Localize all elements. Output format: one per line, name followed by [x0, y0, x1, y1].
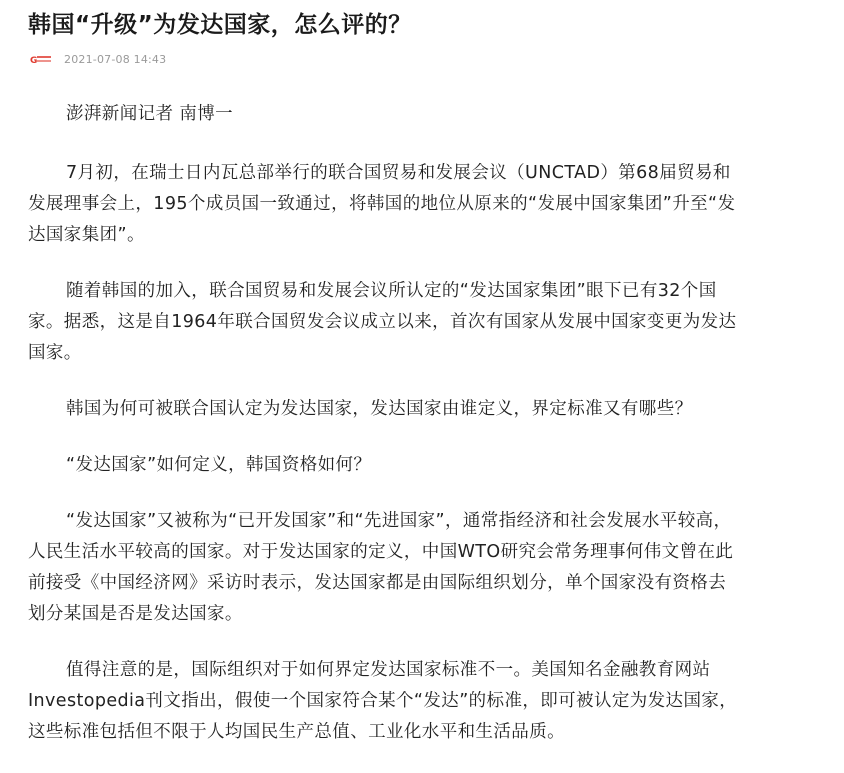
article: [28, 0, 740, 773]
publish-date: 2021-07-08 14:43: [64, 52, 167, 66]
paragraph: “发达国家”又被称为“已开发国家”和“先进国家”，通常指经济和社会发展水平较高，人民生活水平较高的国家。对于发达国家的定义，中国WTO研究会常务理事何伟文曾在此前接受《中国经济网》采访时表示，发达国家都是由国际组织划分，单个国家没有资格去划分某国是否是发达国家。: [28, 511, 734, 624]
paragraph: 随着韩国的加入，联合国贸易和发展会议所认定的“发达国家集团”眼下已有32个国家。据悉，这是自1964年联合国贸发会议成立以来，首次有国家从发展中国家变更为发达国家。: [28, 281, 737, 363]
article-title: 韩国“升级”为发达国家，怎么评的？: [28, 12, 412, 38]
source-logo-icon[interactable]: [30, 54, 52, 65]
article-meta: [28, 49, 740, 69]
paragraph: 韩国为何可被联合国认定为发达国家，发达国家由谁定义，界定标准又有哪些？: [66, 399, 693, 419]
paragraph: 值得注意的是，国际组织对于如何界定发达国家标准不一。美国知名金融教育网站Investopedia刊文指出，假使一个国家符合某个“发达”的标准，即可被认定为发达国家，这些标准包括但不限于人均国民生产总值、工业化水平和生活品质。: [28, 660, 738, 742]
svg-text:G: G: [30, 55, 38, 65]
article-body: [28, 99, 740, 748]
paragraph: 7月初，在瑞士日内瓦总部举行的联合国贸易和发展会议（UNCTAD）第68届贸易和发展理事会上，195个成员国一致通过，将韩国的地位从原来的“发展中国家集团”升至“发达国家集团”。: [28, 163, 736, 245]
byline: 澎湃新闻记者 南博一: [66, 104, 234, 124]
section-heading: “发达国家”如何定义，韩国资格如何？: [66, 455, 372, 475]
